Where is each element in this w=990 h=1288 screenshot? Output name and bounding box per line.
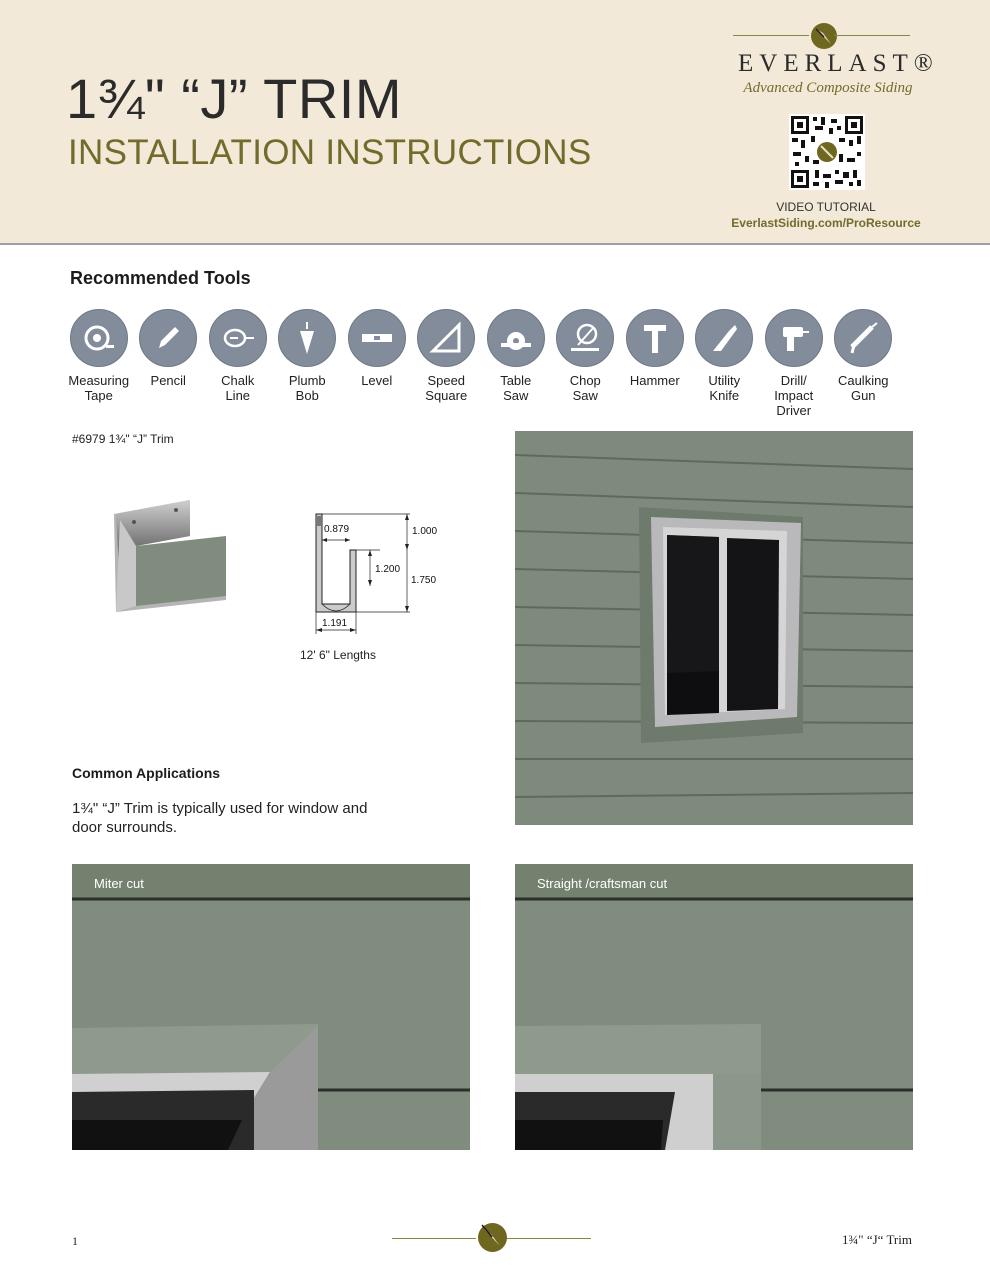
tool-measuring-tape (64, 309, 134, 418)
tool-label: Measuring Tape (68, 373, 130, 403)
tool-label: Hammer (629, 373, 680, 388)
tool-chalk-line (203, 309, 273, 418)
brand-rule-right (834, 35, 910, 36)
tool-label: Level (361, 373, 393, 388)
chop-saw-icon (568, 321, 602, 355)
tool-plumb-bob (273, 309, 343, 418)
tools-heading: Recommended Tools (70, 268, 251, 288)
miter-cut-photo (72, 864, 470, 1150)
header-band (0, 0, 990, 245)
tool-label: Chop Saw (569, 373, 601, 403)
table-saw-icon (499, 321, 533, 355)
trim-profile-drawing (300, 506, 450, 636)
straight-cut-label: Straight /craftsman cut (537, 876, 668, 891)
applications-text: 1¾" “J” Trim is typically used for window and door surrounds. (72, 800, 368, 836)
utility-knife-icon (707, 321, 741, 355)
caulking-gun-icon (846, 321, 880, 355)
hammer-icon (638, 321, 672, 355)
tool-label: Drill/ Impact Driver (774, 373, 814, 418)
chalk-line-icon (221, 321, 255, 355)
video-tutorial-label: VIDEO TUTORIAL (776, 200, 876, 214)
trim-3d-illustration (110, 496, 234, 620)
tool-label: Utility Knife (708, 373, 741, 403)
measuring-tape-icon (82, 321, 116, 355)
pencil-icon (151, 321, 185, 355)
tool-chop-saw (551, 309, 621, 418)
video-tutorial-link[interactable]: EverlastSiding.com/ProResource (731, 216, 921, 230)
footer-rule-left (392, 1238, 476, 1239)
lengths-label: 12' 6" Lengths (300, 648, 376, 662)
brand-rule-left (733, 35, 809, 36)
straight-cut-photo (515, 864, 913, 1150)
tool-label: Caulking Gun (837, 373, 889, 403)
level-icon (360, 321, 394, 355)
miter-cut-label: Miter cut (94, 876, 144, 891)
dim-top: 0.879 (324, 524, 350, 535)
tools-row (64, 309, 898, 418)
tool-label: Plumb Bob (288, 373, 326, 403)
tool-pencil (134, 309, 204, 418)
tool-label: Pencil (150, 373, 186, 388)
leaf-logo-icon (811, 23, 837, 49)
brand-name: EVERLAST® (738, 50, 939, 77)
footer-rule-right (507, 1238, 591, 1239)
tool-label: Chalk Line (221, 373, 255, 403)
window-photo (515, 431, 913, 825)
tool-caulking-gun (829, 309, 899, 418)
tool-table-saw (481, 309, 551, 418)
qr-code-icon[interactable] (789, 114, 865, 190)
tool-drill (759, 309, 829, 418)
page-number: 1 (72, 1234, 78, 1248)
page-title: 1¾" “J” TRIM (66, 67, 402, 130)
drill-icon (777, 321, 811, 355)
applications-heading: Common Applications (72, 765, 221, 781)
tool-speed-square (412, 309, 482, 418)
dim-width: 1.191 (322, 618, 348, 629)
part-number: #6979 1¾" “J” Trim (72, 432, 174, 446)
tool-level (342, 309, 412, 418)
page-subtitle: INSTALLATION INSTRUCTIONS (68, 133, 592, 172)
dim-upper: 1.000 (412, 526, 438, 537)
speed-square-icon (429, 321, 463, 355)
tool-utility-knife (690, 309, 760, 418)
plumb-bob-icon (290, 321, 324, 355)
footer-title: 1¾" “J“ Trim (842, 1232, 912, 1247)
dim-total: 1.750 (411, 575, 437, 586)
tool-hammer (620, 309, 690, 418)
tool-label: Speed Square (425, 373, 468, 403)
dim-inner: 1.200 (375, 564, 401, 575)
tool-label: Table Saw (500, 373, 532, 403)
footer-leaf-logo-icon (478, 1223, 507, 1252)
brand-tagline: Advanced Composite Siding (743, 80, 913, 96)
